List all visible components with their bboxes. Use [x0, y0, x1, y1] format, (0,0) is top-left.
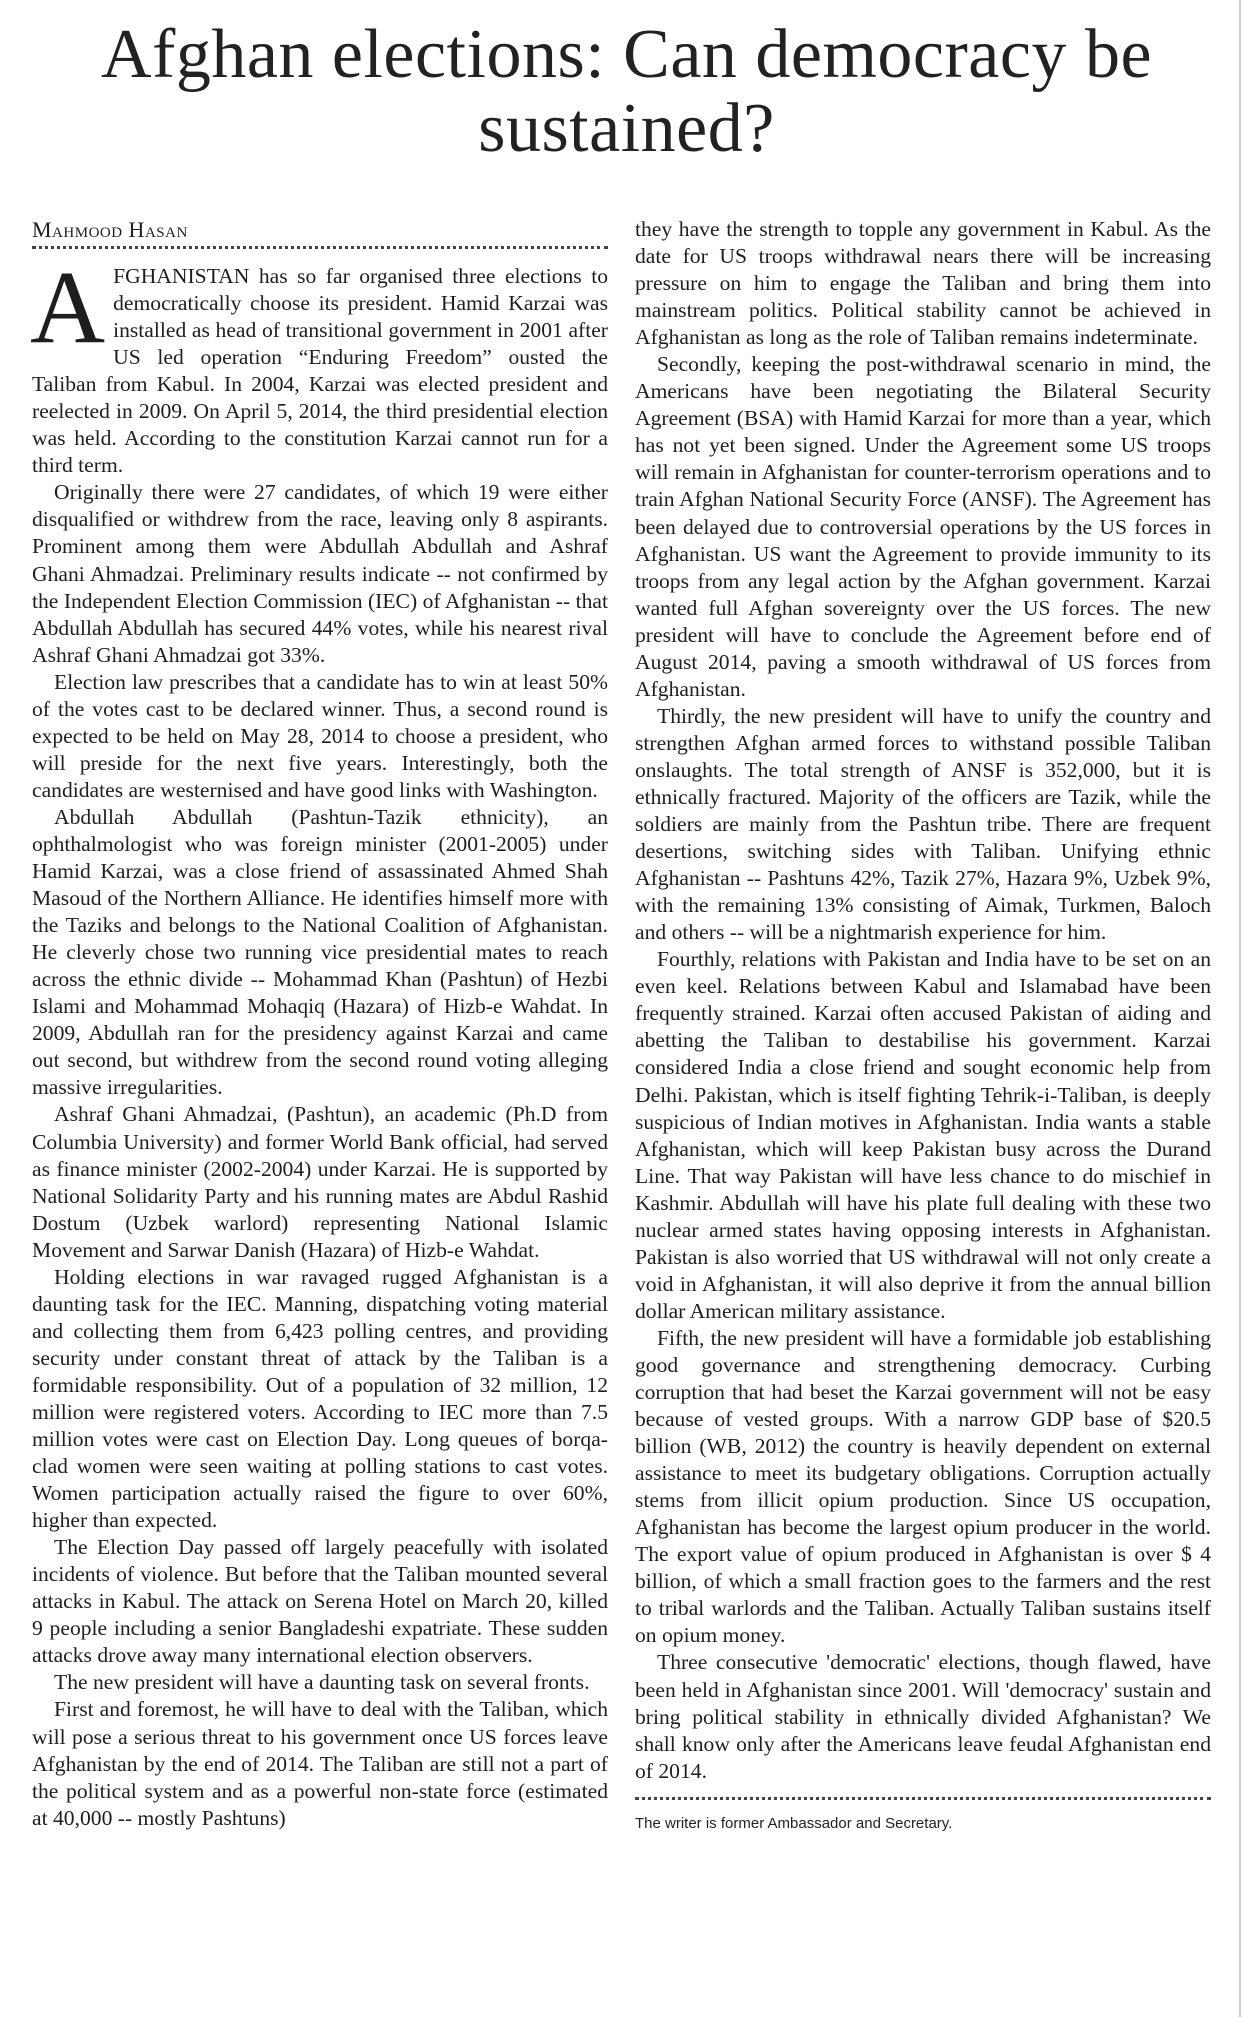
- footer-divider: [635, 1797, 1211, 1800]
- paragraph: [30, 250, 608, 479]
- paragraph: Originally there were 27 candidates, of which 19 were either disqualified or withdrew from the race, leaving only 8 aspirants. Prominent among them were Abdullah Abdullah and Ashraf Ghani Ahmadzai. Preliminary results indicate -- not confirmed by the Independent Election Commission (IEC) of Afghanistan -- that Abdullah Abdullah has secured 44% votes, while his nearest rival Ashraf Ghani Ahmadzai got 33%.: [32, 480, 608, 667]
- paragraph: Thirdly, the new president will have to unify the country and strengthen Afghan armed forces to withstand possible Taliban onslaughts. The total strength of ANSF is 352,000, but it is ethnically fractured. Majority of the officers are Tazik, while the soldiers are mainly from the Pashtun tribe. There are frequent desertions, switching sides with Taliban. Unifying ethnic Afghanistan -- Pashtuns 42%, Tazik 27%, Hazara 9%, Uzbek 9%, with the remaining 13% consisting of Aimak, Turkmen, Baloch and others -- will be a nightmarish experience for him.: [635, 703, 1211, 945]
- paragraph: Ashraf Ghani Ahmadzai, (Pashtun), an academic (Ph.D from Columbia University) and former World Bank official, had served as finance minister (2002-2004) under Karzai. He is supported by National Solidarity Party and his running mates are Abdul Rashid Dostum (Uzbek warlord) representing National Islamic Movement and Sarwar Danish (Hazara) of Hizb-e Wahdat.: [32, 1102, 608, 1262]
- paragraph: they have the strength to topple any government in Kabul. As the date for US troops withdrawal nears there will be increasing pressure on him to engage the Taliban and bring them into mainstream politics. Political stability cannot be achieved in Afghanistan as long as the role of Taliban remains indeterminate.: [635, 217, 1211, 350]
- paragraph: Abdullah Abdullah (Pashtun-Tazik ethnicity), an ophthalmologist who was foreign minister (2001-2005) under Hamid Karzai, was a close friend of assassinated Ahmed Shah Masoud of the Northern Alliance. He identifies himself more with the Taziks and belongs to the National Coalition of Afghanistan. He cleverly chose two running vice presidential mates to reach across the ethnic divide -- Mohammad Khan (Pashtun) of Hezbi Islami and Mohammad Mohaqiq (Hazara) of Hizb-e Wahdat. In 2009, Abdullah ran for the presidency against Karzai and came out second, but withdrew from the second round voting alleging massive irregularities.: [32, 804, 608, 1100]
- byline: Mahmood Hasan: [32, 217, 188, 242]
- paragraph: The Election Day passed off largely peacefully with isolated incidents of violence. But before that the Taliban mounted several attacks in Kabul. The attack on Serena Hotel on March 20, killed 9 people including a senior Bangladeshi expatriate. These sudden attacks drove away many international election observers.: [32, 1535, 608, 1668]
- byline-divider: [32, 246, 608, 249]
- author-note: The writer is former Ambassador and Secretary.: [635, 1814, 953, 1832]
- paragraph: Secondly, keeping the post-withdrawal scenario in mind, the Americans have been negotiating the Bilateral Security Agreement (BSA) with Hamid Karzai for more than a year, which has not yet been signed. Under the Agreement some US troops will remain in Afghanistan for counter-terrorism operations and to train Afghan National Security Force (ANSF). The Agreement has been delayed due to controversial operations by the US forces in Afghanistan. US want the Agreement to provide immunity to its troops from any legal action by the Afghan government. Karzai wanted full Afghan sovereignty over the US forces. The new president will have to conclude the Agreement before end of August 2014, paving a smooth withdrawal of US forces from Afghanistan.: [635, 352, 1211, 701]
- paragraph: Fourthly, relations with Pakistan and India have to be set on an even keel. Relations between Kabul and Islamabad have been frequently strained. Karzai often accused Pakistan of aiding and abetting the Taliban to destabilise his government. Karzai considered India a close friend and sought economic help from Delhi. Pakistan, which is itself fighting Tehrik-i-Taliban, is deeply suspicious of Indian motives in Afghanistan. India wants a stable Afghanistan, which will keep Pakistan busy across the Durand Line. That way Pakistan will have less chance to do mischief in Kashmir. Abdullah will have his plate full dealing with these two nuclear armed states having opposing interests in Afghanistan. Pakistan is also worried that US withdrawal will not only create a void in Afghanistan, it will also deprive it from the annual billion dollar American military assistance.: [635, 947, 1211, 1323]
- drop-cap: A: [30, 250, 106, 365]
- right-column: [635, 216, 1211, 1837]
- paragraph: Election law prescribes that a candidate has to win at least 50% of the votes cast to be declared winner. Thus, a second round is expected to be held on May 28, 2014 to choose a president, who will preside for the next five years. Interestingly, both the candidates are westernised and have good links with Washington.: [32, 669, 608, 802]
- article-title: Afghan elections: Can democracy be sustained?: [100, 16, 1153, 167]
- paragraph: Holding elections in war ravaged rugged Afghanistan is a daunting task for the IEC. Manning, dispatching voting material and collecting them from 6,423 polling centres, and providing security under constant threat of attack by the Taliban is a formidable responsibility. Out of a population of 32 million, 12 million were registered voters. According to IEC more than 7.5 million votes were cast on Election Day. Long queues of borqa-clad women were seen waiting at polling stations to cast votes. Women participation actually raised the figure to over 60%, higher than expected.: [32, 1264, 608, 1533]
- left-column: [32, 216, 608, 1832]
- paragraph: Fifth, the new president will have a formidable job establishing good governance and strengthening democracy. Curbing corruption that had beset the Karzai government will not be easy because of vested groups. With a narrow GDP base of $20.5 billion (WB, 2012) the country is heavily dependent on external assistance to meet its budgetary obligations. Corruption actually stems from illicit opium production. Since US occupation, Afghanistan has become the largest opium producer in the world. The export value of opium produced in Afghanistan is over $ 4 billion, of which a small fraction goes to the farmers and the rest to tribal warlords and the Taliban. Actually Taliban sustains itself on opium money.: [635, 1325, 1211, 1648]
- page-edge: [1239, 0, 1241, 2017]
- paragraph: The new president will have a daunting task on several fronts.: [54, 1670, 590, 1695]
- paragraph: Three consecutive 'democratic' elections, though flawed, have been held in Afghanistan since 2001. Will 'democracy' sustain and bring political stability in ethnically divided Afghanistan? We shall know only after the Americans leave feudal Afghanistan end of 2014.: [635, 1650, 1211, 1783]
- paragraph: First and foremost, he will have to deal with the Taliban, which will pose a serious threat to his government once US forces leave Afghanistan by the end of 2014. The Taliban are still not a part of the political system and as a powerful non-state force (estimated at 40,000 -- mostly Pashtuns): [32, 1697, 608, 1830]
- paragraph-text: FGHANISTAN has so far organised three elections to democratically choose its president. Hamid Karzai was installed as head of transitional government in 2001 after US led operation “Enduring Freedom” ousted the Taliban from Kabul. In 2004, Karzai was elected president and reelected in 2009. On April 5, 2014, the third presidential election was held. According to the constitution Karzai cannot run for a third term.: [32, 264, 608, 478]
